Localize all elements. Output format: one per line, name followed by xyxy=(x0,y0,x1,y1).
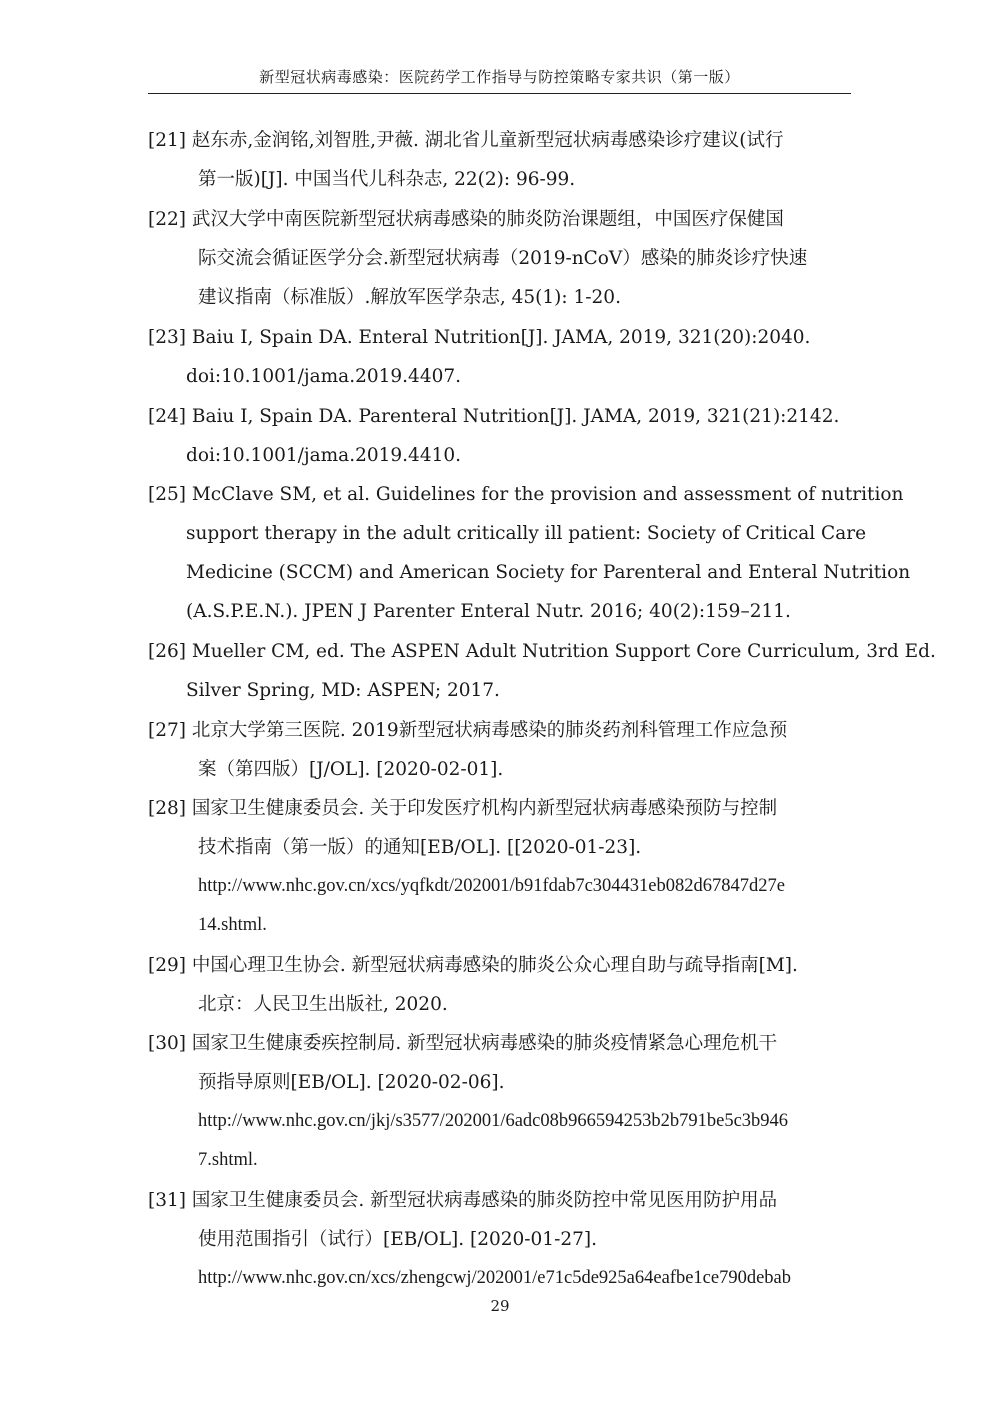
reference-url-link[interactable]: http://www.nhc.gov.cn/jkj/s3577/202001/6adc08b966594253b2b791be5c3b946 xyxy=(198,1111,789,1131)
reference-line: 建议指南（标准版）.解放军医学杂志, 45(1): 1-20. xyxy=(198,287,621,308)
reference-url-link[interactable]: 14.shtml. xyxy=(198,915,267,935)
reference-line: doi:10.1001/jama.2019.4410. xyxy=(186,445,462,466)
page-number: 29 xyxy=(490,1297,510,1315)
reference-line: [31] 国家卫生健康委员会. 新型冠状病毒感染的肺炎防控中常见医用防护用品 xyxy=(148,1190,778,1211)
reference-line: 第一版)[J]. 中国当代儿科杂志, 22(2): 96-99. xyxy=(198,169,576,190)
reference-line: [29] 中国心理卫生协会. 新型冠状病毒感染的肺炎公众心理自助与疏导指南[M]. xyxy=(148,955,798,976)
reference-line: support therapy in the adult critically ill patient: Society of Critical Care xyxy=(186,523,867,544)
reference-url-link[interactable]: http://www.nhc.gov.cn/xcs/yqfkdt/202001/b91fdab7c304431eb082d67847d27e xyxy=(198,876,785,896)
reference-line: [27] 北京大学第三医院. 2019新型冠状病毒感染的肺炎药剂科管理工作应急预 xyxy=(148,720,788,741)
reference-31 xyxy=(148,1181,851,1298)
reference-30 xyxy=(148,1024,851,1180)
reference-26 xyxy=(148,632,936,710)
reference-line: (A.S.P.E.N.). JPEN J Parenter Enteral Nutr. 2016; 40(2):159–211. xyxy=(186,601,791,622)
reference-url-link[interactable]: 7.shtml. xyxy=(198,1150,258,1170)
reference-line: 际交流会循证医学分会.新型冠状病毒（2019-nCoV）感染的肺炎诊疗快速 xyxy=(198,248,808,269)
reference-line: 使用范围指引（试行）[EB/OL]. [2020-01-27]. xyxy=(198,1229,597,1250)
reference-line: [21] 赵东赤,金润铭,刘智胜,尹薇. 湖北省儿童新型冠状病毒感染诊疗建议(试行 xyxy=(148,130,784,151)
reference-line: [30] 国家卫生健康委疾控制局. 新型冠状病毒感染的肺炎疫情紧急心理危机干 xyxy=(148,1033,778,1054)
reference-line: doi:10.1001/jama.2019.4407. xyxy=(186,366,462,387)
reference-line: [23] Baiu I, Spain DA. Enteral Nutrition[J]. JAMA, 2019, 321(20):2040. xyxy=(148,327,811,348)
reference-line: Medicine (SCCM) and American Society for Parenteral and Enteral Nutrition xyxy=(186,562,911,583)
reference-line: [25] McClave SM, et al. Guidelines for the provision and assessment of nutrition xyxy=(148,484,904,505)
reference-line: 北京：人民卫生出版社, 2020. xyxy=(198,994,448,1015)
reference-28 xyxy=(148,789,851,945)
reference-27 xyxy=(148,711,851,789)
reference-line: [26] Mueller CM, ed. The ASPEN Adult Nutrition Support Core Curriculum, 3rd Ed. xyxy=(148,641,936,662)
reference-url-link[interactable]: http://www.nhc.gov.cn/xcs/zhengcwj/202001/e71c5de925a64eafbe1ce790debab xyxy=(198,1268,792,1288)
running-header: 新型冠状病毒感染：医院药学工作指导与防控策略专家共识（第一版） xyxy=(259,68,740,86)
reference-21 xyxy=(148,121,851,199)
reference-line: [22] 武汉大学中南医院新型冠状病毒感染的肺炎防治课题组，中国医疗保健国 xyxy=(148,209,784,230)
reference-line: 案（第四版）[J/OL]. [2020-02-01]. xyxy=(198,759,504,780)
reference-22 xyxy=(148,200,851,317)
reference-line: [28] 国家卫生健康委员会. 关于印发医疗机构内新型冠状病毒感染预防与控制 xyxy=(148,798,778,819)
reference-25 xyxy=(148,475,911,631)
reference-line: 技术指南（第一版）的通知[EB/OL]. [[2020-01-23]. xyxy=(198,837,642,858)
header-divider xyxy=(148,93,851,94)
reference-line: [24] Baiu I, Spain DA. Parenteral Nutrition[J]. JAMA, 2019, 321(21):2142. xyxy=(148,406,840,427)
reference-24 xyxy=(148,397,851,475)
reference-29 xyxy=(148,946,851,1024)
reference-line: Silver Spring, MD: ASPEN; 2017. xyxy=(186,680,500,701)
reference-line: 预指导原则[EB/OL]. [2020-02-06]. xyxy=(198,1072,505,1093)
reference-23 xyxy=(148,318,851,396)
